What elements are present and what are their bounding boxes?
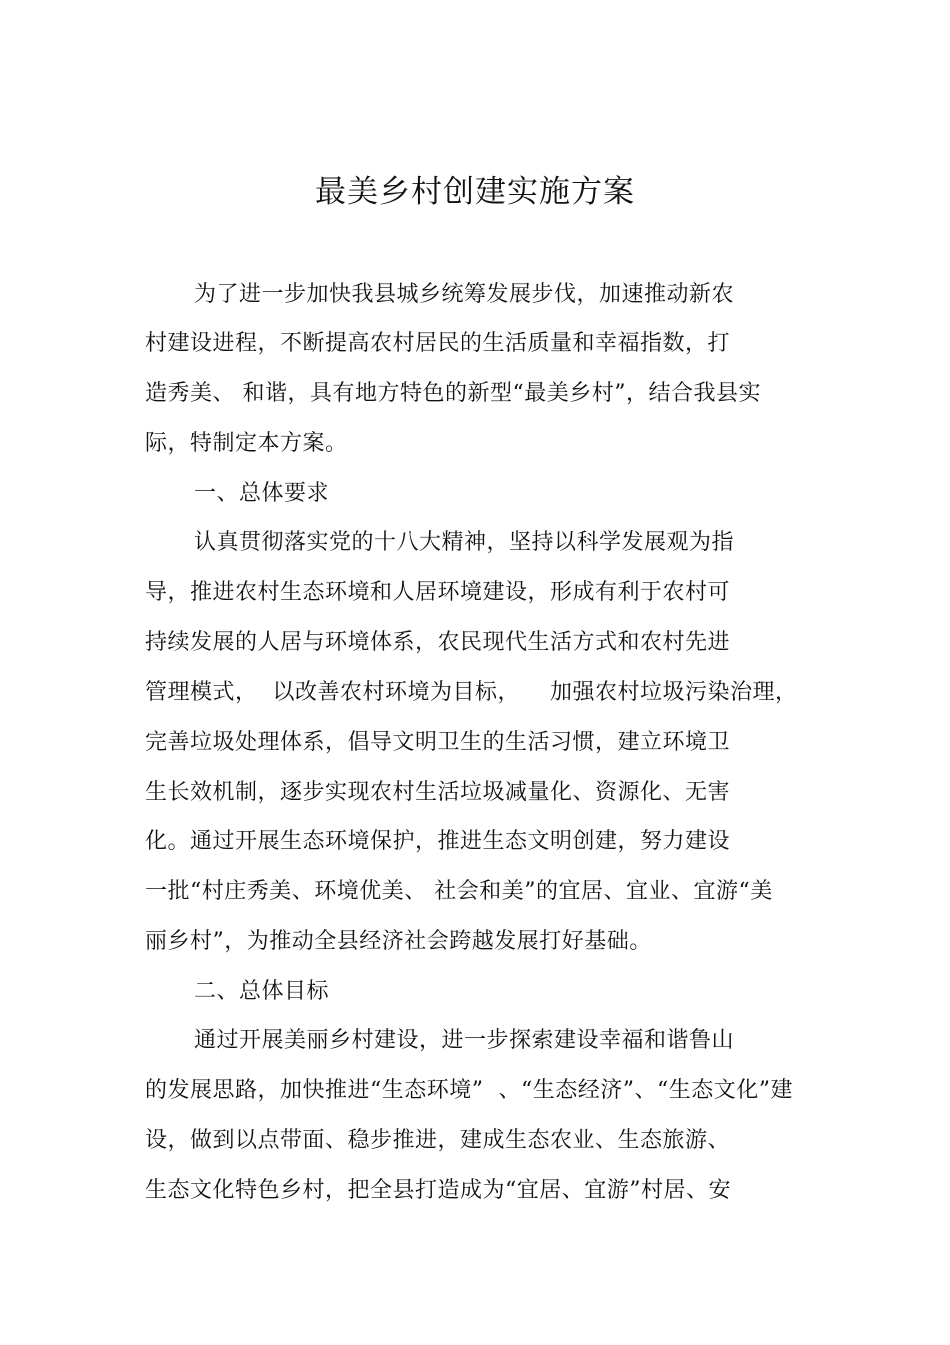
document-title: 最美乡村创建实施方案 [315,174,635,210]
paragraph-line-14: 丽乡村”，为推动全县经济社会跨越发展打好基础。 [145,929,652,954]
paragraph-line-1: 为了进一步加快我县城乡统筹发展步伐，加速推动新农 [194,282,735,307]
paragraph-line-6: 认真贯彻落实党的十八大精神，坚持以科学发展观为指 [194,530,735,555]
paragraph-line-16: 通过开展美丽乡村建设，进一步探索建设幸福和谐鲁山 [194,1028,735,1053]
paragraph-line-4: 际，特制定本方案。 [145,431,348,456]
section-heading-1: 一、总体要求 [194,481,330,506]
paragraph-line-9: 管理模式， 以改善农村环境为目标， 加强农村垃圾污染治理， [145,680,798,705]
paragraph-line-10: 完善垃圾处理体系，倡导文明卫生的生活习惯，建立环境卫 [145,730,731,755]
paragraph-line-19: 生态文化特色乡村，把全县打造成为“宜居、宜游”村居、安 [145,1178,731,1203]
section-heading-2: 二、总体目标 [194,979,330,1004]
paragraph-line-18: 设，做到以点带面、稳步推进，建成生态农业、生态旅游、 [145,1128,731,1153]
paragraph-line-17: 的发展思路，加快推进“生态环境” 、“生态经济”、“生态文化”建 [145,1078,793,1103]
paragraph-line-12: 化。通过开展生态环境保护，推进生态文明创建，努力建设 [145,829,731,854]
paragraph-line-7: 导，推进农村生态环境和人居环境建设，形成有利于农村可 [145,580,731,605]
paragraph-line-8: 持续发展的人居与环境体系，农民现代生活方式和农村先进 [145,630,731,655]
paragraph-line-2: 村建设进程，不断提高农村居民的生活质量和幸福指数，打 [145,331,731,356]
paragraph-line-3: 造秀美、 和谐，具有地方特色的新型“最美乡村”，结合我县实 [145,381,761,406]
paragraph-line-11: 生长效机制，逐步实现农村生活垃圾减量化、资源化、无害 [145,780,731,805]
paragraph-line-13: 一批“村庄秀美、环境优美、 社会和美”的宜居、宜业、宜游“美 [145,879,773,904]
